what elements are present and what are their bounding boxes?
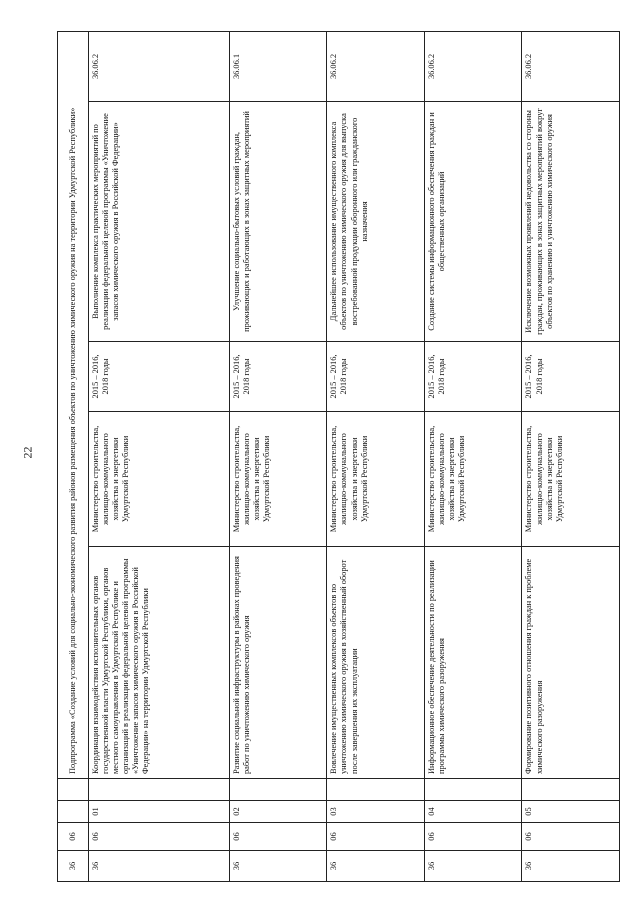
measure-name: Координация взаимодействия исполнительных органов государственной власти Удмуртской Республики, органов местного самоуправления в Удмуртской Республике и организаций в реализации федеральной целевой программы «Уничтожение запасов химического оружия в Российской Федерации» на территории Удмуртской Республики — [89, 547, 230, 779]
period: 2015 – 2016, 2018 годы — [424, 342, 522, 412]
code-gp: 36 — [327, 851, 425, 882]
executor: Министерство строительства, жилищно-коммунального хозяйства и энергетики Удмуртской Республики — [229, 412, 327, 547]
expected-result: Выполнение комплекса практических мероприятий по реализации федеральной целевой программы «Уничтожение запасов химического оружия в Российской Федерации» — [89, 102, 230, 342]
measure-name: Вовлечение имущественных комплексов объектов по уничтожению химического оружия в хозяйственный оборот после завершения их эксплуатации — [327, 547, 425, 779]
code-om: 01 — [89, 801, 230, 823]
code-pp: 06 — [424, 823, 522, 851]
code-gp: 36 — [522, 851, 620, 882]
empty-cell — [522, 779, 620, 801]
period: 2015 – 2016, 2018 годы — [522, 342, 620, 412]
code-gp: 36 — [229, 851, 327, 882]
indicator-link: 36.06.1 — [229, 31, 327, 101]
empty-cell — [58, 801, 89, 823]
code-om: 04 — [424, 801, 522, 823]
measure-name: Развитие социальной инфраструктуры в районах проведения работ по уничтожению химического оружия — [229, 547, 327, 779]
empty-cell — [424, 779, 522, 801]
code-pp: 06 — [327, 823, 425, 851]
executor: Министерство строительства, жилищно-коммунального хозяйства и энергетики Удмуртской Республики — [327, 412, 425, 547]
expected-result: Исключение возможных проявлений недовольства со стороны граждан, проживающих в зонах защитных мероприятий вокруг объектов по хранению и уничтожению химического оружия — [522, 102, 620, 342]
code-pp: 06 — [522, 823, 620, 851]
code-om: 05 — [522, 801, 620, 823]
empty-cell — [229, 779, 327, 801]
empty-cell — [89, 779, 230, 801]
rotated-table-wrapper — [57, 32, 620, 882]
expected-result: Дальнейшее использование имущественного комплекса объектов по уничтожению химического оружия для выпуска востребованной продукции оборонного или гражданского назначения — [327, 102, 425, 342]
table-row — [522, 31, 620, 881]
table-row — [424, 31, 522, 881]
code-pp: 06 — [58, 823, 89, 851]
empty-cell — [327, 779, 425, 801]
indicator-link: 36.06.2 — [89, 31, 230, 101]
period: 2015 – 2016, 2018 годы — [229, 342, 327, 412]
subprogram-header-row — [58, 31, 89, 881]
measures-table — [57, 31, 620, 882]
period: 2015 – 2016, 2018 годы — [89, 342, 230, 412]
indicator-link: 36.06.2 — [327, 31, 425, 101]
code-gp: 36 — [58, 851, 89, 882]
code-gp: 36 — [89, 851, 230, 882]
indicator-link: 36.06.2 — [522, 31, 620, 101]
executor: Министерство строительства, жилищно-коммунального хозяйства и энергетики Удмуртской Республики — [424, 412, 522, 547]
empty-cell — [58, 779, 89, 801]
measure-name: Формирование позитивного отношения граждан к проблеме химического разоружения — [522, 547, 620, 779]
executor: Министерство строительства, жилищно-коммунального хозяйства и энергетики Удмуртской Республики — [89, 412, 230, 547]
subprogram-title: Подпрограмма «Создание условий для социально-экономического развития районов размещения объектов по уничтожению химического оружия на территории Удмуртской Республики» — [58, 31, 89, 778]
executor: Министерство строительства, жилищно-коммунального хозяйства и энергетики Удмуртской Республики — [522, 412, 620, 547]
code-om: 02 — [229, 801, 327, 823]
code-pp: 06 — [89, 823, 230, 851]
measure-name: Информационное обеспечение деятельности по реализации программы химического разоружения — [424, 547, 522, 779]
expected-result: Создание системы информационного обеспечения граждан и общественных организаций — [424, 102, 522, 342]
expected-result: Улучшение социально-бытовых условий граждан, проживающих и работающих в зонах защитных мероприятий — [229, 102, 327, 342]
code-pp: 06 — [229, 823, 327, 851]
indicator-link: 36.06.2 — [424, 31, 522, 101]
table-row — [327, 31, 425, 881]
table-row — [229, 31, 327, 881]
code-om: 03 — [327, 801, 425, 823]
table-row — [89, 31, 230, 881]
period: 2015 – 2016, 2018 годы — [327, 342, 425, 412]
code-gp: 36 — [424, 851, 522, 882]
page-number: 22 — [20, 446, 35, 459]
